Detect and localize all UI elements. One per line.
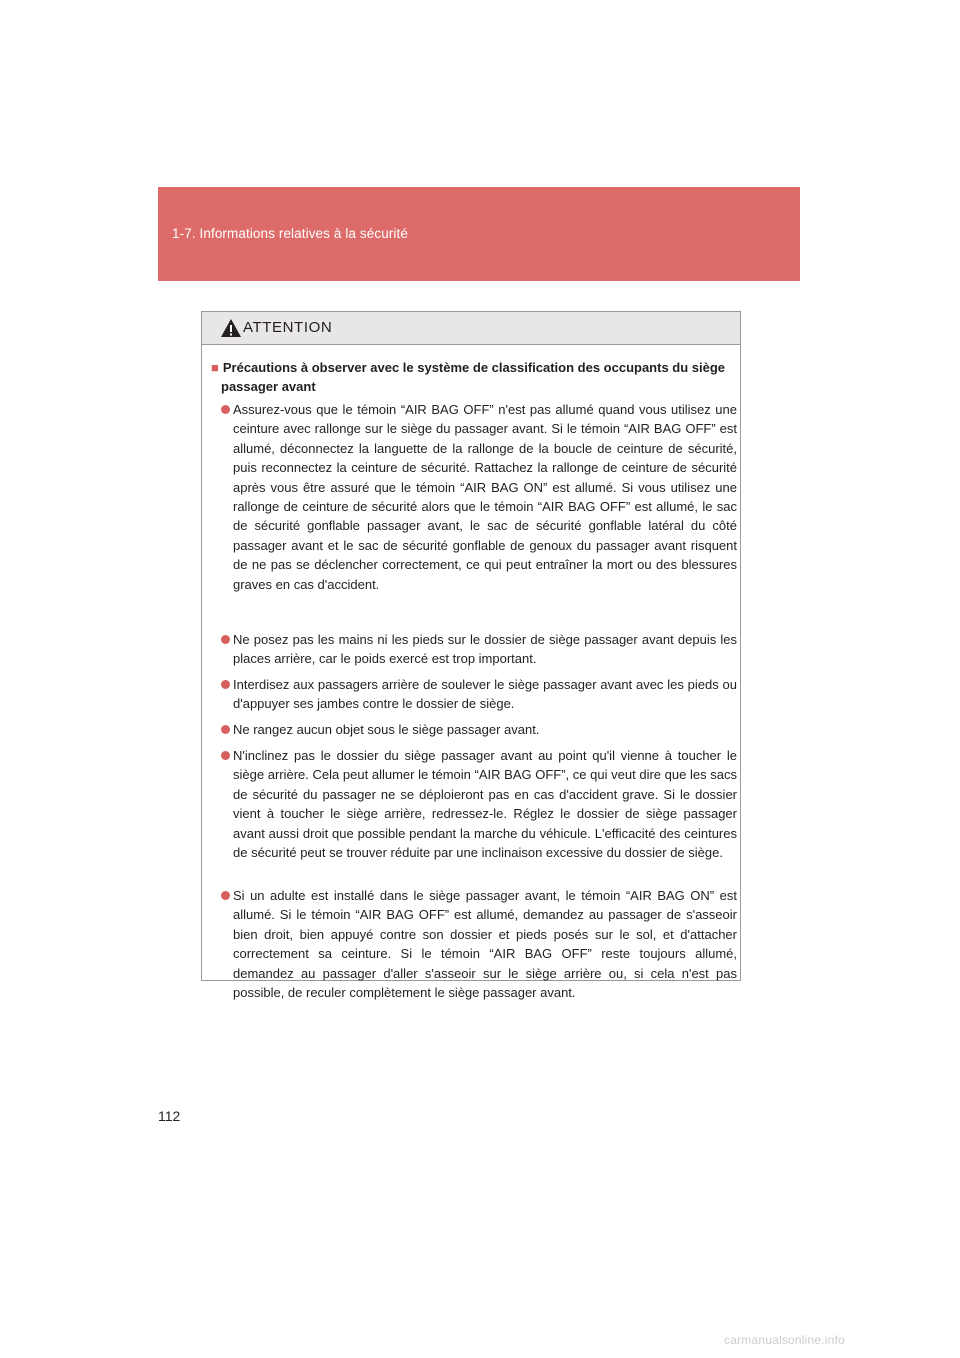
subheading-text-cont: passager avant	[221, 379, 316, 394]
list-item-text: Interdisez aux passagers arrière de soulever le siège passager avant avec les pieds ou d'appuyer ses jambes contre le dossier de siège.	[233, 677, 737, 712]
bullet-icon	[221, 680, 230, 689]
subheading-text: Précautions à observer avec le système de classification des occupants du siège	[222, 360, 726, 375]
list-item	[221, 720, 737, 739]
list-item-text: Assurez-vous que le témoin “AIR BAG OFF” n'est pas allumé quand vous utilisez une ceinture avec rallonge sur le siège du passager avant. Si le témoin “AIR BAG OFF” est allumé, déconnectez la languette de la rallonge de la boucle de ceinture de sécurité, puis reconnectez la ceinture de sécurité. Rattachez la rallonge de ceinture de sécurité après vous être assuré que le témoin “AIR BAG ON” est allumé. Si vous utilisez une rallonge de ceinture de sécurité alors que le témoin “AIR BAG OFF” est allumé, le sac de sécurité gonflable passager avant, le sac de sécurité gonflable latéral du côté passager avant et le sac de sécurité gonflable de genoux du passager avant risquent de ne pas se déclencher correctement, ce qui peut entraîner la mort ou des blessures graves en cas d'accident.	[233, 402, 737, 592]
bullet-icon	[221, 891, 230, 900]
bullet-icon	[221, 405, 230, 414]
page-number: 112	[158, 1108, 181, 1124]
list-item	[221, 746, 737, 862]
list-item	[221, 675, 737, 714]
subheading	[211, 358, 737, 396]
list-item-text: Si un adulte est installé dans le siège passager avant, le témoin “AIR BAG ON” est allumé. Si le témoin “AIR BAG OFF” est allumé, demandez au passager de s'asseoir bien droit, bien appuyé contre son dossier et pieds posés sur le sol, et d'attacher correctement sa ceinture. Si le témoin “AIR BAG OFF” reste toujours allumé, demandez au passager d'aller s'asseoir sur le siège arrière ou, si cela n'est pas possible, de reculer complètement le siège passager avant.	[233, 888, 737, 1001]
bullet-icon	[221, 751, 230, 760]
list-item	[221, 886, 737, 1002]
warning-triangle-icon	[220, 318, 242, 338]
attention-title: ATTENTION	[243, 319, 333, 336]
list-item-text: Ne posez pas les mains ni les pieds sur le dossier de siège passager avant depuis les places arrière, car le poids exercé est trop important.	[233, 632, 737, 667]
list-item-text: Ne rangez aucun objet sous le siège passager avant.	[233, 722, 540, 737]
list-item	[221, 400, 737, 594]
list-item	[221, 630, 737, 669]
attention-header	[202, 312, 740, 345]
bullet-icon	[221, 725, 230, 734]
attention-box	[201, 311, 741, 1001]
watermark: carmanualsonline.info	[724, 1333, 845, 1347]
section-title: 1-7. Informations relatives à la sécurité	[172, 226, 408, 241]
bullet-icon	[221, 635, 230, 644]
subheading-marker: ■	[211, 360, 219, 375]
list-item-text: N'inclinez pas le dossier du siège passager avant au point qu'il vienne à toucher le siège arrière. Cela peut allumer le témoin “AIR BAG OFF”, ce qui veut dire que les sacs de sécurité du passager ne se déploieront pas en cas d'accident grave. Si le dossier vient à toucher le siège arrière, redressez-le. Réglez le dossier de siège passager avant aussi droit que possible pendant la marche du véhicule. L'efficacité des ceintures de sécurité peut se trouver réduite par une inclinaison excessive du dossier de siège.	[233, 748, 737, 861]
